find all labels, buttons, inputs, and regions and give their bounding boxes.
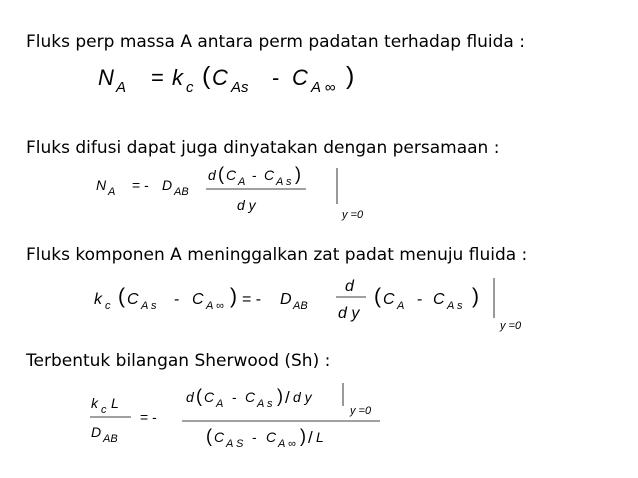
eq1-sub-Ainf: A ∞: [311, 79, 336, 96]
eq4-d: d: [186, 389, 194, 405]
eq4-sub-AS: A S: [226, 438, 244, 450]
eq4-dy: d y: [293, 389, 312, 405]
eq4-lparen2: (: [206, 426, 212, 446]
eq3-sub-c: c: [105, 300, 111, 312]
eq3-C3: C: [383, 291, 395, 308]
eq1-minus: -: [272, 65, 280, 90]
eq2-sub-A: A: [108, 186, 116, 198]
eq1-sub-c: c: [186, 79, 194, 96]
eq1-sub-A: A: [116, 79, 127, 96]
eq3-k: k: [94, 291, 102, 308]
eq4-equals-minus: = -: [140, 409, 157, 425]
eq3-minus2: -: [417, 291, 423, 308]
eq3-equals-minus: = -: [242, 291, 262, 308]
eq4-C: C: [204, 389, 215, 405]
eq3-rparen: ): [230, 285, 237, 308]
eq4-sub-As: A s: [257, 398, 273, 410]
eq3-lparen: (: [118, 285, 125, 308]
eq3-eval-y0: y =0: [500, 320, 522, 332]
eq3-C2: C: [192, 291, 204, 308]
eq3-C: C: [127, 291, 139, 308]
eq4-C2: C: [245, 389, 256, 405]
eq2-C2: C: [264, 167, 275, 183]
eq4-minus: -: [232, 389, 237, 405]
eq4-lparen: (: [196, 386, 202, 406]
eq2-lparen: (: [218, 164, 224, 184]
heading-diffusion-flux: Fluks difusi dapat juga dinyatakan dengan persamaan :: [26, 138, 500, 158]
eq3-dy: d y: [338, 305, 360, 322]
eq4-sub-AB: AB: [103, 433, 118, 445]
eq4-minus2: -: [252, 429, 257, 445]
eq3-sub-Ainf: A ∞: [206, 300, 224, 312]
equation-component-flux: [90, 270, 570, 332]
eq4-L: L: [111, 395, 119, 411]
eq2-dy: d y: [237, 197, 256, 213]
eq4-eval-y0: y =0: [350, 405, 372, 417]
eq4-rparen: ): [277, 386, 283, 406]
eq3-d: d: [345, 278, 354, 295]
eq2-minus: -: [252, 167, 257, 183]
eq2-sub-AB: AB: [174, 186, 189, 198]
eq2-d: d: [208, 167, 216, 183]
eq3-C4: C: [433, 291, 445, 308]
eq2-equals-minus: = -: [132, 177, 149, 193]
eq4-sub-Ainf: A ∞: [278, 438, 296, 450]
eq1-N: N: [98, 65, 114, 90]
equation-sherwood: [88, 378, 418, 460]
eq2-D: D: [162, 177, 173, 193]
eq2-sub-As: A s: [276, 176, 292, 188]
eq4-sub-c: c: [101, 404, 107, 416]
eq1-C2: C: [292, 65, 308, 90]
eq4-k: k: [91, 395, 98, 411]
eq4-sub-A: A: [216, 398, 224, 410]
eq2-N: N: [96, 177, 107, 193]
equation-diffusion-flux: [92, 160, 392, 220]
eq2-sub-A: A: [238, 176, 246, 188]
eq4-slash2: /: [308, 428, 313, 447]
eq1-k: k: [172, 65, 183, 90]
heading-sherwood: Terbentuk bilangan Sherwood (Sh) :: [26, 351, 331, 371]
eq4-L2: L: [316, 429, 324, 445]
eq3-sub-As: A s: [141, 300, 157, 312]
eq2-eval-y0: y =0: [342, 209, 364, 221]
eq1-equals: =: [151, 65, 164, 90]
eq4-rparen2: ): [300, 426, 306, 446]
eq2-rparen: ): [295, 164, 301, 184]
heading-component-flux: Fluks komponen A meninggalkan zat padat menuju fluida :: [26, 245, 528, 265]
eq3-minus: -: [174, 291, 180, 308]
eq4-C4: C: [266, 429, 277, 445]
heading-mass-flux: Fluks perp massa A antara perm padatan terhadap fluida :: [26, 32, 525, 52]
eq3-lparen2: (: [374, 285, 381, 308]
equation-mass-flux: [96, 60, 426, 94]
eq4-C3: C: [214, 429, 225, 445]
eq3-sub-AB: AB: [293, 300, 308, 312]
eq4-slash: /: [285, 388, 290, 407]
eq1-C: C: [212, 65, 228, 90]
eq3-D: D: [280, 291, 292, 308]
eq3-sub-A: A: [397, 300, 405, 312]
eq1-rparen: ): [346, 62, 355, 90]
eq4-D: D: [91, 424, 102, 440]
eq1-sub-As: As: [231, 79, 249, 96]
eq2-C: C: [226, 167, 237, 183]
eq3-rparen2: ): [472, 285, 479, 308]
eq1-lparen: (: [202, 62, 211, 90]
eq3-sub-As2: A s: [447, 300, 463, 312]
